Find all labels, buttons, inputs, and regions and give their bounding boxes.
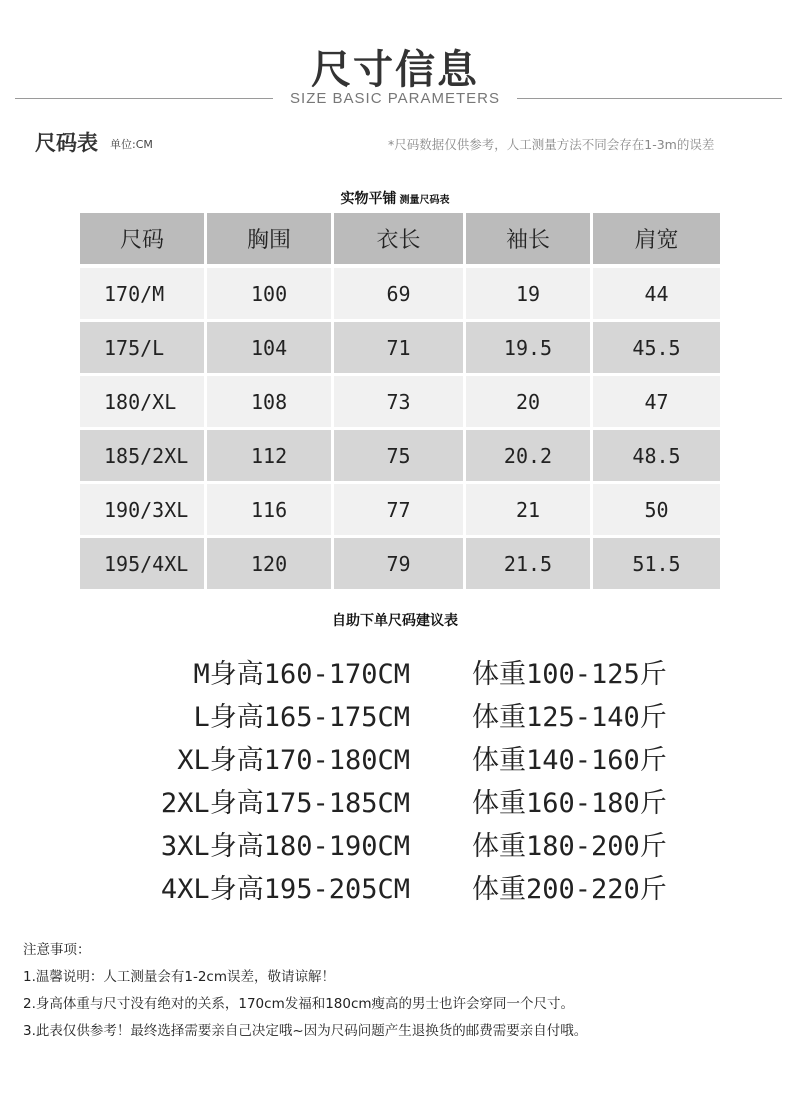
table-row: [80, 484, 720, 535]
cell-shoulder: 45.5: [593, 322, 720, 373]
header-length: 衣长: [334, 213, 463, 264]
cell-length: 73: [334, 376, 463, 427]
weight-range: 体重140-160斤: [472, 745, 667, 776]
recommendation-row: [0, 738, 790, 781]
note-item: 1.温馨说明：人工测量会有1-2cm误差，敬请谅解！: [23, 969, 336, 985]
cell-sleeve: 21.5: [466, 538, 590, 589]
table-caption-sub: 测量尺码表: [399, 195, 450, 206]
cell-length: 71: [334, 322, 463, 373]
cell-sleeve: 21: [466, 484, 590, 535]
table-row: [80, 430, 720, 481]
cell-size: 175/L: [80, 322, 204, 373]
recommendation-row: [0, 695, 790, 738]
cell-length: 79: [334, 538, 463, 589]
cell-size: 185/2XL: [80, 430, 204, 481]
cell-sleeve: 20: [466, 376, 590, 427]
unit-label: 单位:CM: [110, 138, 153, 151]
size-table: [80, 213, 720, 592]
height-range: 2XL身高175-185CM: [160, 788, 410, 819]
weight-range: 体重100-125斤: [472, 659, 667, 690]
cell-shoulder: 48.5: [593, 430, 720, 481]
cell-length: 75: [334, 430, 463, 481]
height-range: 3XL身高180-190CM: [160, 831, 410, 862]
cell-shoulder: 51.5: [593, 538, 720, 589]
measurement-disclaimer: *尺码数据仅供参考，人工测量方法不同会存在1-3m的误差: [388, 137, 715, 152]
table-header-row: [80, 213, 720, 264]
height-range: L身高165-175CM: [193, 702, 410, 733]
cell-chest: 112: [207, 430, 331, 481]
page-title: 尺寸信息: [311, 47, 479, 93]
recommendation-list: [0, 652, 790, 910]
cell-chest: 104: [207, 322, 331, 373]
notes-title: 注意事项：: [23, 942, 91, 958]
cell-size: 170/M: [80, 268, 204, 319]
table-caption-main: 实物平铺: [340, 191, 397, 207]
cell-chest: 120: [207, 538, 331, 589]
cell-length: 69: [334, 268, 463, 319]
notes-section: [23, 937, 587, 1045]
cell-size: 190/3XL: [80, 484, 204, 535]
cell-chest: 100: [207, 268, 331, 319]
recommendation-row: [0, 781, 790, 824]
header-size: 尺码: [80, 213, 204, 264]
cell-sleeve: 20.2: [466, 430, 590, 481]
header-chest: 胸围: [207, 213, 331, 264]
cell-size: 195/4XL: [80, 538, 204, 589]
table-row: [80, 376, 720, 427]
cell-sleeve: 19: [466, 268, 590, 319]
recommendation-row: [0, 824, 790, 867]
header-shoulder: 肩宽: [593, 213, 720, 264]
size-chart-label: 尺码表: [35, 131, 98, 155]
page-subtitle: SIZE BASIC PARAMETERS: [290, 90, 500, 107]
cell-shoulder: 50: [593, 484, 720, 535]
recommendation-caption: 自助下单尺码建议表: [332, 613, 458, 629]
cell-shoulder: 44: [593, 268, 720, 319]
table-row: [80, 268, 720, 319]
height-range: 4XL身高195-205CM: [160, 874, 410, 905]
note-item: 3.此表仅供参考！最终选择需要亲自己决定哦~因为尺码问题产生退换货的邮费需要亲自付哦。: [23, 1023, 588, 1039]
cell-sleeve: 19.5: [466, 322, 590, 373]
cell-size: 180/XL: [80, 376, 204, 427]
height-range: M身高160-170CM: [193, 659, 410, 690]
cell-length: 77: [334, 484, 463, 535]
header-sleeve: 袖长: [466, 213, 590, 264]
cell-shoulder: 47: [593, 376, 720, 427]
weight-range: 体重160-180斤: [472, 788, 667, 819]
note-item: 2.身高体重与尺寸没有绝对的关系，170cm发福和180cm瘦高的男士也许会穿同一个尺寸。: [23, 996, 575, 1012]
cell-chest: 116: [207, 484, 331, 535]
recommendation-row: [0, 867, 790, 910]
table-row: [80, 322, 720, 373]
table-caption: [0, 188, 790, 208]
height-range: XL身高170-180CM: [177, 745, 410, 776]
weight-range: 体重200-220斤: [472, 874, 667, 905]
table-row: [80, 538, 720, 589]
weight-range: 体重125-140斤: [472, 702, 667, 733]
recommendation-row: [0, 652, 790, 695]
cell-chest: 108: [207, 376, 331, 427]
weight-range: 体重180-200斤: [472, 831, 667, 862]
title-divider-right: [517, 98, 782, 99]
